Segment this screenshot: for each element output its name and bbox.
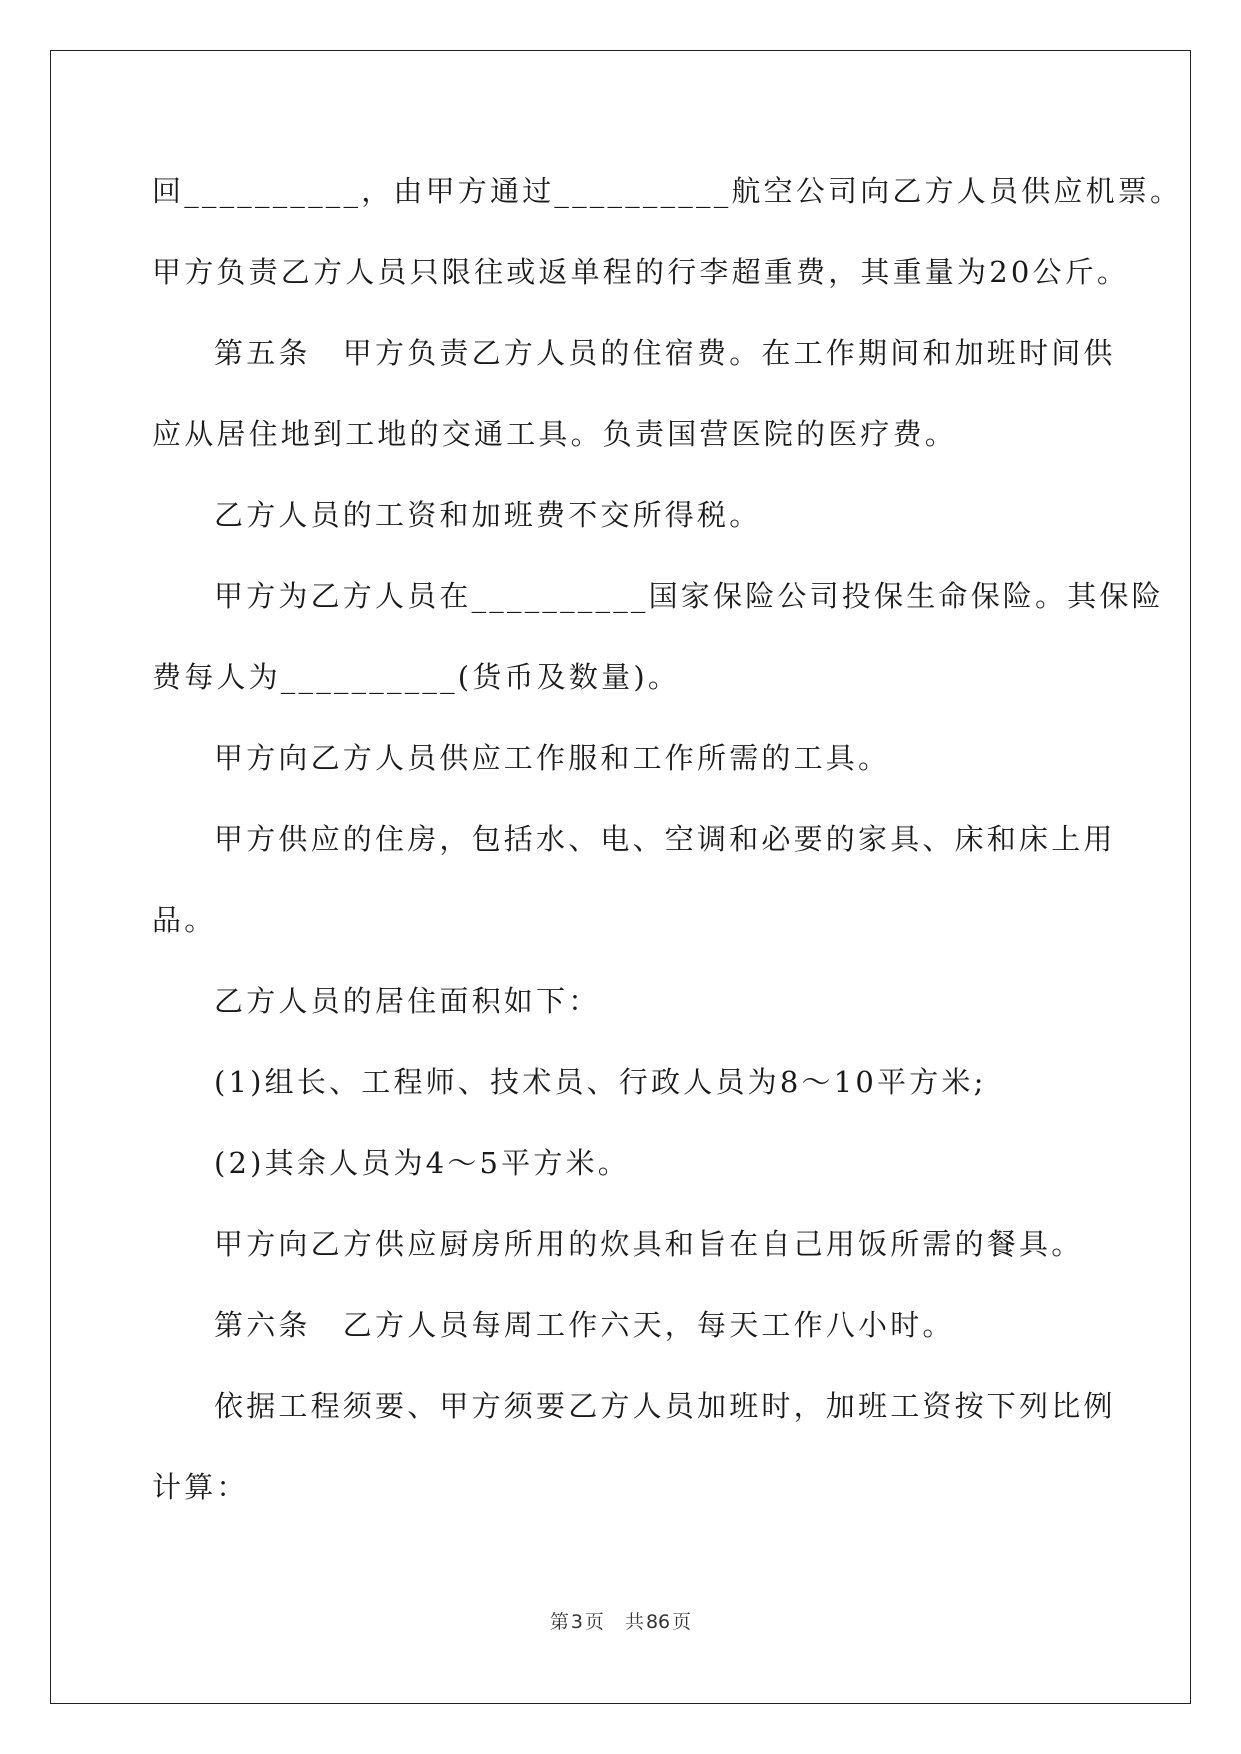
list-item: (2)其余人员为4～5平方米。 [214, 1146, 630, 1180]
article-heading-line: 第五条 甲方负责乙方人员的住宿费。在工作期间和加班时间供 [214, 336, 1116, 370]
text-line: 甲方供应的住房，包括水、电、空调和必要的家具、床和床上用 [214, 822, 1116, 856]
text-line: 费每人为__________(货币及数量)。 [152, 660, 681, 694]
text-line: 甲方负责乙方人员只限往或返单程的行李超重费，其重量为20公斤。 [152, 255, 1130, 289]
total-suffix: 页 [672, 1611, 692, 1633]
text-line: 依据工程须要、甲方须要乙方人员加班时，加班工资按下列比例 [214, 1389, 1116, 1423]
page-number: 3 [570, 1611, 583, 1633]
list-item: (1)组长、工程师、技术员、行政人员为8～10平方米; [214, 1065, 987, 1099]
page-suffix: 页 [584, 1611, 604, 1633]
total-pages: 86 [645, 1611, 671, 1633]
text-line: 应从居住地到工地的交通工具。负责国营医院的医疗费。 [152, 417, 958, 451]
text-line: 乙方人员的工资和加班费不交所得税。 [214, 498, 762, 532]
text-line: 品。 [152, 903, 217, 937]
page-prefix: 第 [549, 1611, 569, 1633]
page-footer [0, 1610, 1241, 1634]
text-line: 甲方为乙方人员在__________国家保险公司投保生命保险。其保险 [214, 579, 1164, 613]
text-line: 回__________，由甲方通过__________航空公司向乙方人员供应机票。 [152, 174, 1183, 208]
page-border [50, 50, 1191, 1704]
text-line: 计算： [152, 1470, 249, 1504]
text-line: 甲方向乙方供应厨房所用的炊具和旨在自己用饭所需的餐具。 [214, 1227, 1084, 1261]
article-heading-line: 第六条 乙方人员每周工作六天，每天工作八小时。 [214, 1308, 955, 1342]
total-prefix: 共 [624, 1611, 644, 1633]
text-line: 甲方向乙方人员供应工作服和工作所需的工具。 [214, 741, 891, 775]
text-line: 乙方人员的居住面积如下： [214, 984, 601, 1018]
